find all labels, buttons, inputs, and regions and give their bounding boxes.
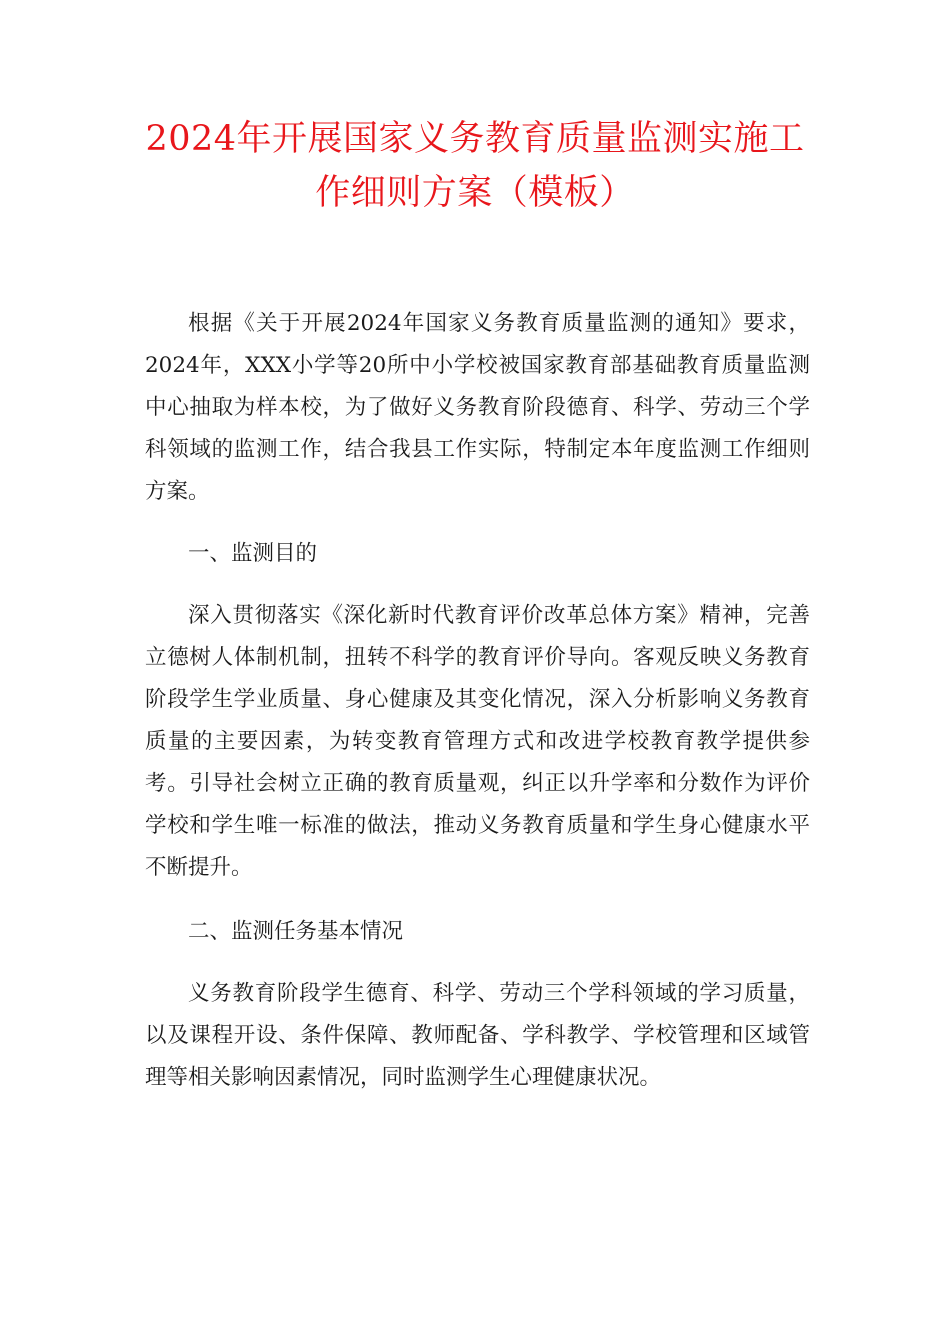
title-line-2: 作细则方案（模板） xyxy=(315,173,635,213)
section-1-paragraph: 深入贯彻落实《深化新时代教育评价改革总体方案》精神，完善立德树人体制机制，扭转不科学的教育评价导向。客观反映义务教育阶段学生学业质量、身心健康及其变化情况，深入分析影响义务教育质量的主要因素，为转变教育管理方式和改进学校教育教学提供参考。引导社会树立正确的教育质量观，纠正以升学率和分数作为评价学校和学生唯一标准的做法，推动义务教育质量和学生身心健康水平不断提升。 xyxy=(145,603,810,880)
intro-paragraph: 根据《关于开展2024年国家义务教育质量监测的通知》要求，2024年，XXX小学等20所中小学校被国家教育部基础教育质量监测中心抽取为样本校，为了做好义务教育阶段德育、科学、劳动三个学科领域的监测工作，结合我县工作实际，特制定本年度监测工作细则方案。 xyxy=(145,311,810,504)
section-2-paragraph: 义务教育阶段学生德育、科学、劳动三个学科领域的学习质量，以及课程开设、条件保障、教师配备、学科教学、学校管理和区域管理等相关影响因素情况，同时监测学生心理健康状况。 xyxy=(145,981,810,1090)
section-2-heading: 二、监测任务基本情况 xyxy=(188,919,404,944)
document-title xyxy=(120,112,830,220)
title-line-1: 2024年开展国家义务教育质量监测实施工 xyxy=(145,119,805,159)
section-1-heading: 一、监测目的 xyxy=(188,541,318,566)
document-body xyxy=(145,303,810,1099)
